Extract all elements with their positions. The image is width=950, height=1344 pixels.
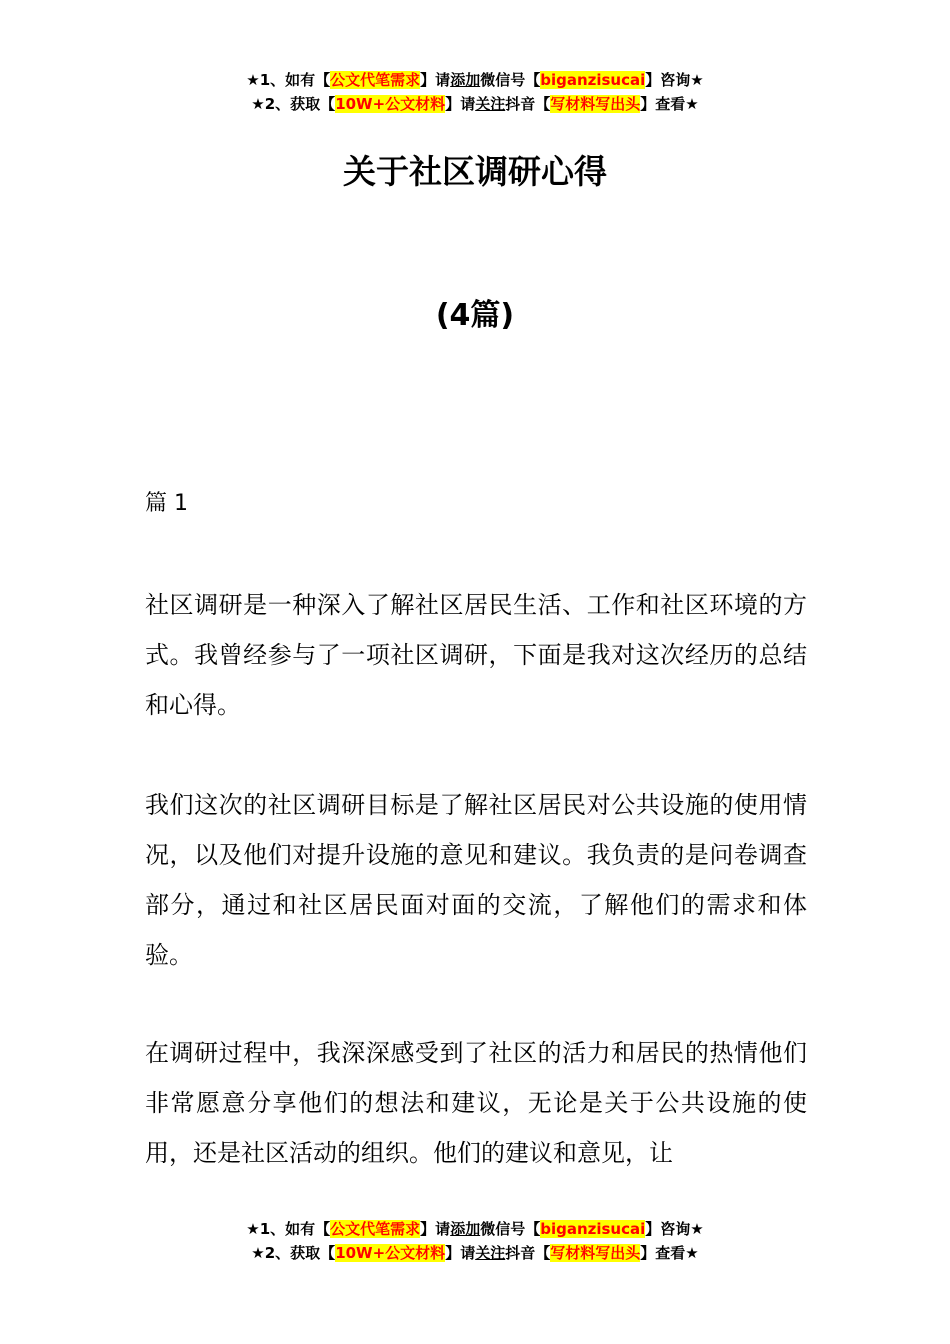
- banner-line-2: [0, 92, 950, 116]
- banner-highlight: 10W+公文材料: [335, 1244, 446, 1262]
- banner-highlight: 公文代笔需求: [330, 1220, 421, 1238]
- banner-text: 】请: [445, 95, 476, 113]
- paragraph-3: 在调研过程中，我深深感受到了社区的活力和居民的热情他们非常愿意分享他们的想法和建议，无论是关于公共设施的使用，还是社区活动的组织。他们的建议和意见，让: [145, 1039, 807, 1167]
- section-label: 篇 1: [145, 491, 188, 516]
- document-title: 关于社区调研心得: [343, 152, 607, 191]
- bottom-banner: [0, 1217, 950, 1265]
- banner-text: 抖音【: [505, 1244, 551, 1262]
- banner-text: 】咨询★: [645, 1220, 704, 1238]
- banner-highlight: 10W+公文材料: [335, 95, 446, 113]
- paragraph-1: 社区调研是一种深入了解社区居民生活、工作和社区环境的方式。我曾经参与了一项社区调研，下面是我对这次经历的总结和心得。: [145, 591, 807, 719]
- banner-text: 微信号【: [480, 71, 541, 89]
- banner-highlight: 公文代笔需求: [330, 71, 421, 89]
- banner-underline: 关注: [475, 95, 506, 113]
- banner-text: 】请: [445, 1244, 476, 1262]
- banner-text: ★1、如有【: [246, 1220, 331, 1238]
- paragraph-2: 我们这次的社区调研目标是了解社区居民对公共设施的使用情况，以及他们对提升设施的意见和建议。我负责的是问卷调查部分，通过和社区居民面对面的交流，了解他们的需求和体验。: [145, 791, 807, 969]
- banner-underline: 关注: [475, 1244, 506, 1262]
- banner-text: 抖音【: [505, 95, 551, 113]
- banner-text: 微信号【: [480, 1220, 541, 1238]
- banner-text: 】查看★: [640, 1244, 699, 1262]
- banner-douyin-id: 写材料写出头: [550, 95, 641, 113]
- banner-text: 】请: [420, 1220, 451, 1238]
- banner-line-1: [0, 1217, 950, 1241]
- banner-text: 】请: [420, 71, 451, 89]
- banner-line-1: [0, 68, 950, 92]
- banner-text: 】咨询★: [645, 71, 704, 89]
- banner-underline: 添加: [450, 1220, 481, 1238]
- banner-line-2: [0, 1241, 950, 1265]
- banner-douyin-id: 写材料写出头: [550, 1244, 641, 1262]
- top-banner: [0, 68, 950, 116]
- banner-text: 】查看★: [640, 95, 699, 113]
- banner-text: ★1、如有【: [246, 71, 331, 89]
- banner-text: ★2、获取【: [251, 95, 336, 113]
- banner-wechat-id: biganzisucai: [540, 1220, 646, 1238]
- banner-underline: 添加: [450, 71, 481, 89]
- document-subtitle: (4篇): [435, 298, 515, 333]
- banner-text: ★2、获取【: [251, 1244, 336, 1262]
- banner-wechat-id: biganzisucai: [540, 71, 646, 89]
